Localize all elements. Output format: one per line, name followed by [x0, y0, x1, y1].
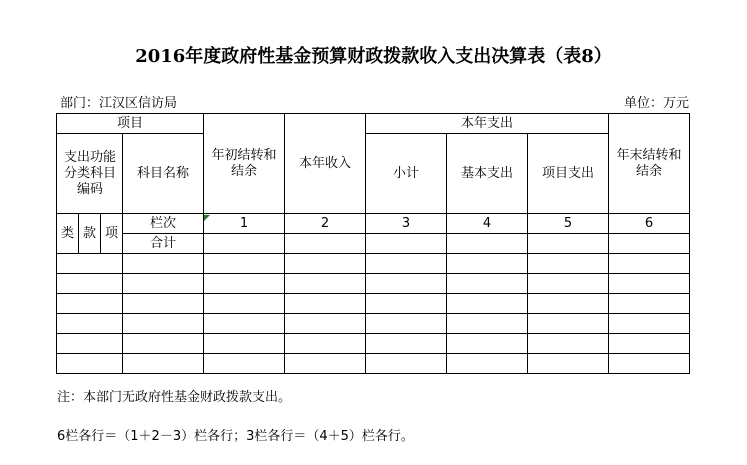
grid-line: [56, 333, 690, 334]
note-no-expenditure: 注：本部门无政府性基金财政拨款支出。: [57, 390, 292, 405]
header-subject-name: 科目名称: [136, 165, 189, 181]
header-project: 项目: [116, 115, 143, 131]
grid-line: [56, 313, 690, 314]
unit-label: 单位：万元: [623, 96, 689, 111]
report-title: 2016年度政府性基金预算财政拨款收入支出决算表（表8）: [135, 46, 612, 67]
grid-line: [56, 273, 690, 274]
header-project-expense: 项目支出: [541, 165, 594, 181]
grid-line: [56, 353, 690, 354]
column-number: 4: [482, 215, 492, 231]
header-beginning-balance: 年初结转和结余: [211, 147, 277, 179]
column-number: 5: [563, 215, 573, 231]
column-number: 6: [644, 215, 654, 231]
grid-line: [203, 113, 204, 374]
table-border-bottom: [56, 373, 690, 374]
header-function-code: 支出功能分类科目编码: [63, 149, 116, 197]
header-subtotal: 小计: [392, 165, 419, 181]
grid-line: [56, 253, 690, 254]
header-lei: 类: [60, 225, 74, 241]
row-label-total: 合计: [149, 235, 176, 251]
column-number: 2: [320, 215, 330, 231]
row-label-column-order: 栏次: [149, 215, 176, 231]
column-number: 1: [239, 215, 249, 231]
header-xiang: 项: [104, 225, 118, 241]
header-expense-group: 本年支出: [460, 115, 513, 131]
header-basic-expense: 基本支出: [460, 165, 513, 181]
grid-line: [56, 293, 690, 294]
table-border-right: [689, 113, 690, 374]
header-ending-balance: 年末结转和结余: [616, 147, 682, 179]
note-formula: 6栏各行＝（1＋2－3）栏各行；3栏各行＝（4＋5）栏各行。: [57, 429, 414, 444]
department-label: 部门：江汉区信访局: [60, 96, 178, 111]
column-number: 3: [401, 215, 411, 231]
header-kuan: 款: [82, 225, 96, 241]
header-income: 本年收入: [298, 155, 351, 171]
grid-line: [608, 113, 609, 374]
grid-line: [122, 233, 690, 234]
cell-comment-marker: [204, 215, 210, 221]
